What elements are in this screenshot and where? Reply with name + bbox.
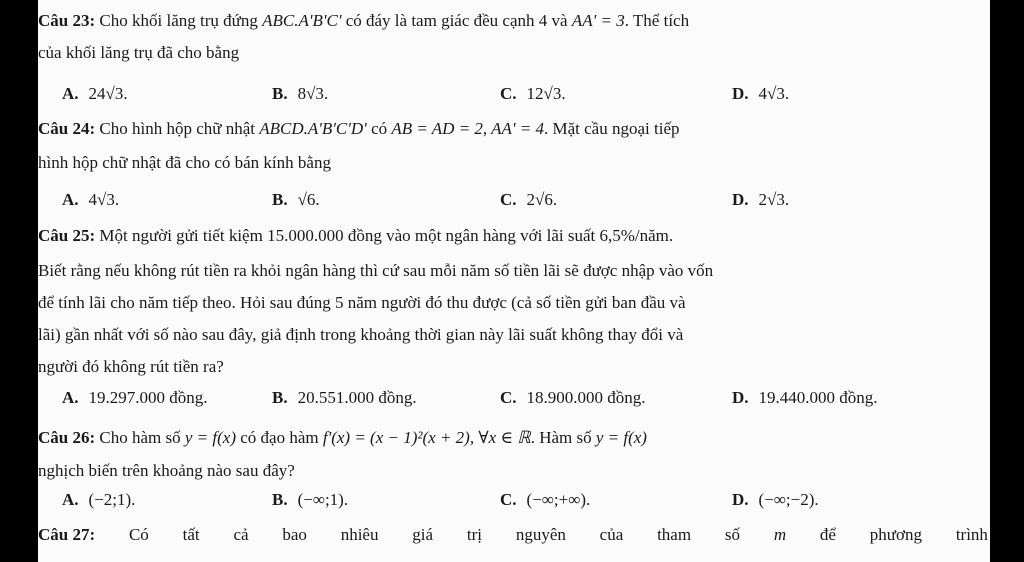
- q27-word: trị: [466, 525, 482, 544]
- q23-option-c-letter: C.: [500, 84, 517, 103]
- q25-line-1: [38, 225, 673, 247]
- q24-option-b[interactable]: [272, 189, 320, 211]
- q24-text-b: có: [371, 119, 388, 138]
- q26-option-d-letter: D.: [732, 490, 749, 509]
- q25-option-d-value: 19.440.000 đồng.: [758, 388, 878, 407]
- q27-word: phương: [869, 525, 922, 544]
- q26-text-b: có đạo hàm: [240, 428, 319, 447]
- q24-option-a[interactable]: [62, 189, 119, 211]
- q23-text-c: . Thể tích: [624, 11, 690, 30]
- q23-option-d[interactable]: [732, 83, 789, 105]
- q27-line-1: [38, 524, 988, 546]
- q24-line-2: hình hộp chữ nhật đã cho có bán kính bằng: [38, 153, 331, 172]
- q24-line-1: [38, 118, 680, 140]
- q25-text-line-1: Một người gửi tiết kiệm 15.000.000 đồng vào một ngân hàng với lãi suất 6,5%/năm.: [99, 226, 674, 245]
- q23-option-b-value: 8√3.: [297, 84, 329, 103]
- q27-word: cả: [233, 525, 249, 544]
- q26-text-a: Cho hàm số: [99, 428, 181, 447]
- q25-option-b-value: 20.551.000 đồng.: [297, 388, 417, 407]
- q25-line-3: để tính lãi cho năm tiếp theo. Hỏi sau đúng 5 năm người đó thu được (cả số tiền gửi ban đầu và: [38, 293, 686, 312]
- q24-option-c[interactable]: [500, 189, 557, 211]
- q24-text-a: Cho hình hộp chữ nhật: [99, 119, 255, 138]
- q25-label: Câu 25:: [38, 226, 96, 245]
- q27-word: của: [599, 525, 624, 544]
- q24-option-d-letter: D.: [732, 190, 749, 209]
- q24-option-a-letter: A.: [62, 190, 79, 209]
- q23-option-a[interactable]: [62, 83, 128, 105]
- q26-line-2: nghịch biến trên khoảng nào sau đây?: [38, 461, 295, 480]
- q27-word: bao: [282, 525, 307, 544]
- q26-text-c: . Hàm số: [530, 428, 592, 447]
- q27-word: nhiêu: [340, 525, 379, 544]
- q26-label: Câu 26:: [38, 428, 96, 447]
- q26-option-a-value: (−2;1).: [88, 490, 136, 509]
- q26-option-d-value: (−∞;−2).: [758, 490, 819, 509]
- q25-line-2: Biết rằng nếu không rút tiền ra khỏi ngân hàng thì cứ sau mỗi năm số tiền lãi sẽ được nhập vào vốn: [38, 261, 714, 280]
- q23-text-b: có đáy là tam giác đều cạnh 4 và: [345, 11, 568, 30]
- q25-line-4: lãi) gần nhất với số nào sau đây, giả định trong khoảng thời gian này lãi suất không thay đổi và: [38, 325, 684, 344]
- q23-option-d-letter: D.: [732, 84, 749, 103]
- q26-option-a-letter: A.: [62, 490, 79, 509]
- q27-word: trình: [955, 525, 988, 544]
- q25-option-a-value: 19.297.000 đồng.: [88, 388, 208, 407]
- q25-option-c-letter: C.: [500, 388, 517, 407]
- q26-option-c[interactable]: [500, 489, 590, 511]
- q27-word: tham: [657, 525, 692, 544]
- q24-option-c-value: 2√6.: [526, 190, 558, 209]
- q27-word: nguyên: [515, 525, 566, 544]
- q27-label: Câu 27:: [38, 525, 96, 544]
- q25-option-b-letter: B.: [272, 388, 288, 407]
- q23-line-1: [38, 10, 689, 32]
- q24-option-b-value: √6.: [297, 190, 320, 209]
- q27-word: để: [819, 525, 836, 544]
- q25-line-5: người đó không rút tiền ra?: [38, 357, 224, 376]
- q27-word: số: [724, 525, 741, 544]
- q23-math-a: ABC.A'B'C': [262, 11, 342, 30]
- q24-option-c-letter: C.: [500, 190, 517, 209]
- q23-option-a-value: 24√3.: [88, 84, 128, 103]
- q26-option-b-value: (−∞;1).: [297, 490, 349, 509]
- q24-text-c: . Mặt cầu ngoại tiếp: [544, 119, 680, 138]
- q23-line-2: của khối lăng trụ đã cho bằng: [38, 43, 240, 62]
- q26-option-b-letter: B.: [272, 490, 288, 509]
- q26-option-b[interactable]: [272, 489, 348, 511]
- q26-option-c-letter: C.: [500, 490, 517, 509]
- q23-option-c-value: 12√3.: [526, 84, 566, 103]
- q23-math-b: AA' = 3: [571, 11, 625, 30]
- q25-option-c[interactable]: [500, 387, 646, 409]
- q23-option-b[interactable]: [272, 83, 328, 105]
- q24-option-b-letter: B.: [272, 190, 288, 209]
- q23-option-c[interactable]: [500, 83, 566, 105]
- q26-option-a[interactable]: [62, 489, 135, 511]
- q26-option-d[interactable]: [732, 489, 819, 511]
- q25-option-d-letter: D.: [732, 388, 749, 407]
- q26-math-b: f'(x) = (x − 1)²(x + 2), ∀x ∈ ℝ: [322, 428, 531, 447]
- q26-math-c: y = f(x): [595, 428, 647, 447]
- q26-math-a: y = f(x): [184, 428, 236, 447]
- q25-option-b[interactable]: [272, 387, 417, 409]
- q24-option-d[interactable]: [732, 189, 789, 211]
- q24-label: Câu 24:: [38, 119, 96, 138]
- q24-option-d-value: 2√3.: [758, 190, 790, 209]
- q25-option-d[interactable]: [732, 387, 878, 409]
- q25-option-a[interactable]: [62, 387, 208, 409]
- q24-math-b: AB = AD = 2, AA' = 4: [391, 119, 544, 138]
- q23-text-a: Cho khối lăng trụ đứng: [99, 11, 258, 30]
- q27-word: Có: [128, 525, 149, 544]
- q27-word: tất: [182, 525, 200, 544]
- q26-line-1: [38, 427, 647, 449]
- q25-option-c-value: 18.900.000 đồng.: [526, 388, 646, 407]
- q25-option-a-letter: A.: [62, 388, 79, 407]
- q27-math-m: m: [773, 525, 787, 544]
- q24-option-a-value: 4√3.: [88, 190, 120, 209]
- q23-label: Câu 23:: [38, 11, 96, 30]
- q27-word: giá: [412, 525, 434, 544]
- exam-page: [38, 0, 990, 562]
- q23-option-d-value: 4√3.: [758, 84, 790, 103]
- q24-math-a: ABCD.A'B'C'D': [259, 119, 367, 138]
- q23-option-b-letter: B.: [272, 84, 288, 103]
- q23-option-a-letter: A.: [62, 84, 79, 103]
- q26-option-c-value: (−∞;+∞).: [526, 490, 591, 509]
